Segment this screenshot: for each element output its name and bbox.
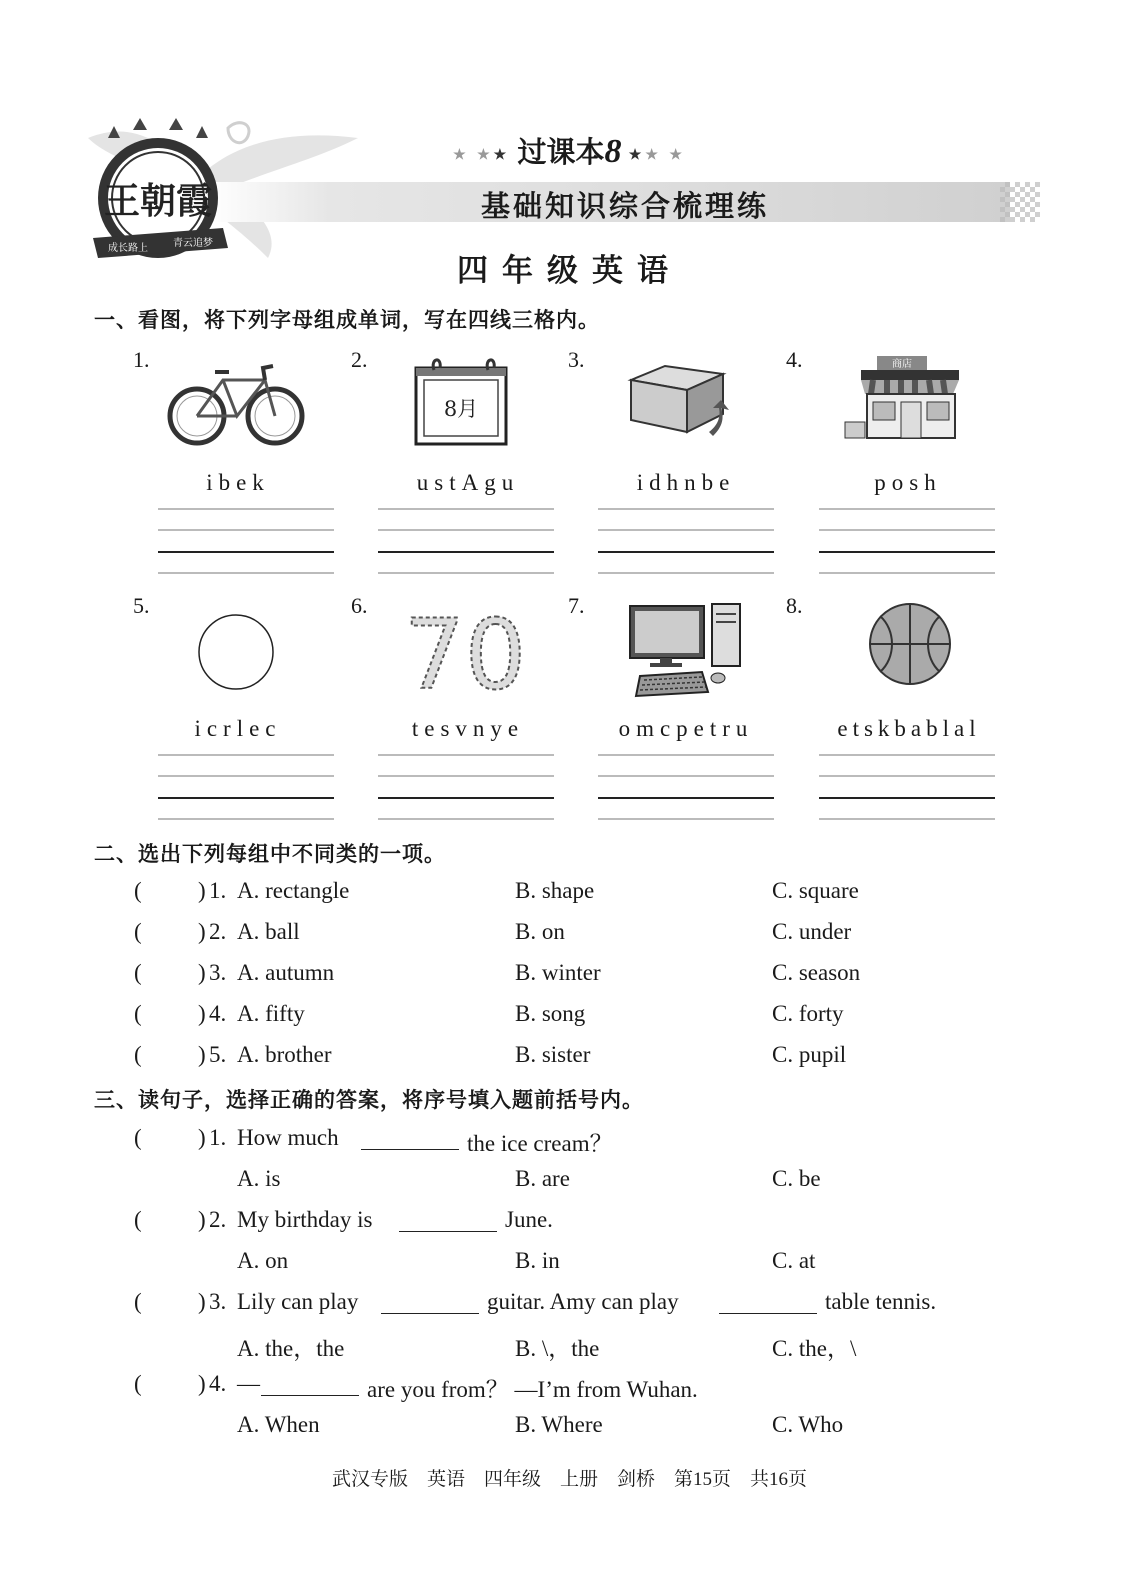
bicycle-icon bbox=[165, 358, 307, 446]
answer-paren-close: ) bbox=[198, 1289, 206, 1314]
option-a: A. autumn bbox=[237, 960, 335, 985]
item-number: 7. bbox=[568, 593, 585, 618]
circle-icon bbox=[196, 612, 276, 692]
option-b: B. winter bbox=[515, 960, 601, 985]
answer-paren-open[interactable]: ( bbox=[134, 960, 142, 985]
question-stem-part: Lily can play bbox=[237, 1289, 359, 1314]
answer-paren-close: ) bbox=[198, 1125, 206, 1150]
shop-icon bbox=[843, 352, 961, 444]
option-c: C. at bbox=[772, 1248, 816, 1273]
series-prefix: 过课本 bbox=[517, 137, 605, 169]
item-number: 4. bbox=[786, 347, 803, 372]
question-stem-part: My birthday is bbox=[237, 1207, 373, 1232]
writing-lines[interactable] bbox=[378, 508, 554, 574]
option-b: B. song bbox=[515, 1001, 586, 1026]
basketball-icon bbox=[866, 600, 954, 688]
question-stem-part: — bbox=[237, 1371, 260, 1396]
answer-paren-open[interactable]: ( bbox=[134, 1042, 142, 1067]
calendar-text: 8月 bbox=[443, 397, 479, 421]
answer-options bbox=[0, 1248, 1139, 1278]
option-c: C. Who bbox=[772, 1412, 844, 1437]
answer-blank bbox=[719, 1313, 817, 1314]
page-footer: 武汉专版 英语 四年级 上册 剑桥 第15页 共16页 bbox=[331, 1469, 807, 1490]
answer-blank bbox=[381, 1313, 479, 1314]
answer-paren-close: ) bbox=[198, 1371, 206, 1396]
writing-lines[interactable] bbox=[158, 508, 334, 574]
option-b: B. Where bbox=[515, 1412, 603, 1437]
brand-slogan-right: 青云追梦 bbox=[173, 238, 213, 249]
answer-paren-close: ) bbox=[198, 878, 206, 903]
option-b: B. on bbox=[515, 919, 565, 944]
star-icons-left: ★ ★ bbox=[453, 147, 494, 163]
question-stem-part: June. bbox=[505, 1207, 553, 1232]
question-stem-part: the ice cream？ bbox=[467, 1131, 613, 1156]
sentence-question bbox=[0, 1371, 1139, 1401]
choice-question bbox=[0, 1001, 1139, 1031]
scrambled-letters: ibek bbox=[206, 470, 270, 495]
option-b: B. \，the bbox=[515, 1336, 600, 1361]
question-number: 1. bbox=[209, 1125, 227, 1150]
writing-lines[interactable] bbox=[819, 508, 995, 574]
banner-title: 基础知识综合梳理练 bbox=[480, 189, 769, 223]
item-number: 3. bbox=[568, 347, 585, 372]
answer-paren-close: ) bbox=[198, 1207, 206, 1232]
section3-heading: 三、读句子，选择正确的答案，将序号填入题前括号内。 bbox=[94, 1088, 644, 1112]
option-c: C. under bbox=[772, 919, 852, 944]
answer-paren-open[interactable]: ( bbox=[134, 1125, 142, 1150]
choice-question bbox=[0, 878, 1139, 908]
option-b: B. shape bbox=[515, 878, 595, 903]
option-a: A. rectangle bbox=[237, 878, 350, 903]
sentence-question bbox=[0, 1207, 1139, 1237]
choice-question bbox=[0, 1042, 1139, 1072]
option-b: B. are bbox=[515, 1166, 570, 1191]
series-number: 8 bbox=[604, 133, 622, 170]
item-number: 2. bbox=[351, 347, 368, 372]
scrambled-letters: tesvnye bbox=[411, 716, 525, 741]
star-icons-right: ★ ★ bbox=[645, 147, 686, 163]
question-number: 3. bbox=[209, 960, 227, 985]
section2-heading: 二、选出下列每组中不同类的一项。 bbox=[94, 842, 446, 866]
answer-options bbox=[0, 1166, 1139, 1196]
question-number: 4. bbox=[209, 1371, 227, 1396]
option-a: A. on bbox=[237, 1248, 289, 1273]
answer-paren-open[interactable]: ( bbox=[134, 1207, 142, 1232]
option-a: A. When bbox=[237, 1412, 320, 1437]
brand-logo-text: 王朝霞 bbox=[103, 180, 213, 222]
seventy-text: 70 bbox=[403, 608, 527, 694]
answer-options bbox=[0, 1330, 1139, 1360]
box-icon bbox=[625, 362, 735, 440]
star-icon: ★ bbox=[628, 147, 646, 163]
option-b: B. in bbox=[515, 1248, 560, 1273]
question-number: 2. bbox=[209, 1207, 227, 1232]
computer-icon bbox=[626, 600, 744, 700]
question-number: 1. bbox=[209, 878, 227, 903]
writing-lines[interactable] bbox=[598, 754, 774, 820]
answer-paren-close: ) bbox=[198, 1001, 206, 1026]
number-seventy-icon bbox=[400, 608, 530, 694]
scrambled-letters: idhnbe bbox=[636, 470, 736, 495]
writing-lines[interactable] bbox=[158, 754, 334, 820]
scrambled-letters: ustAgu bbox=[416, 470, 520, 495]
question-number: 5. bbox=[209, 1042, 227, 1067]
item-number: 8. bbox=[786, 593, 803, 618]
option-c: C. square bbox=[772, 878, 859, 903]
answer-paren-open[interactable]: ( bbox=[134, 1001, 142, 1026]
option-c: C. forty bbox=[772, 1001, 844, 1026]
question-stem-part: guitar. Amy can play bbox=[487, 1289, 679, 1314]
item-number: 6. bbox=[351, 593, 368, 618]
writing-lines[interactable] bbox=[598, 508, 774, 574]
answer-blank bbox=[261, 1395, 359, 1396]
question-number: 3. bbox=[209, 1289, 227, 1314]
writing-lines[interactable] bbox=[819, 754, 995, 820]
question-stem-part: are you from？ —I’m from Wuhan. bbox=[367, 1377, 698, 1402]
option-b: B. sister bbox=[515, 1042, 591, 1067]
scrambled-letters: etskbablal bbox=[837, 716, 981, 741]
scrambled-letters: icrlec bbox=[194, 716, 282, 741]
scrambled-letters: posh bbox=[874, 470, 942, 495]
question-number: 2. bbox=[209, 919, 227, 944]
option-a: A. brother bbox=[237, 1042, 332, 1067]
answer-paren-open[interactable]: ( bbox=[134, 878, 142, 903]
option-c: C. season bbox=[772, 960, 861, 985]
section1-heading: 一、看图，将下列字母组成单词，写在四线三格内。 bbox=[94, 308, 600, 332]
answer-paren-open[interactable]: ( bbox=[134, 1289, 142, 1314]
option-a: A. ball bbox=[237, 919, 300, 944]
option-c: C. pupil bbox=[772, 1042, 847, 1067]
answer-blank bbox=[399, 1231, 497, 1232]
answer-paren-close: ) bbox=[198, 919, 206, 944]
option-c: C. the，\ bbox=[772, 1336, 857, 1361]
option-a: A. fifty bbox=[237, 1001, 305, 1026]
series-title bbox=[0, 130, 1139, 171]
answer-options bbox=[0, 1412, 1139, 1442]
choice-question bbox=[0, 960, 1139, 990]
calendar-icon bbox=[412, 354, 510, 446]
choice-question bbox=[0, 919, 1139, 949]
star-icon: ★ bbox=[493, 147, 511, 163]
question-stem-part: How much bbox=[237, 1125, 339, 1150]
subject-title: 四年级英语 bbox=[457, 253, 682, 289]
question-number: 4. bbox=[209, 1001, 227, 1026]
answer-paren-close: ) bbox=[198, 960, 206, 985]
item-number: 1. bbox=[133, 347, 150, 372]
sentence-question bbox=[0, 1289, 1139, 1319]
option-c: C. be bbox=[772, 1166, 821, 1191]
option-a: A. the，the bbox=[237, 1336, 345, 1361]
scrambled-letters: omcpetru bbox=[618, 716, 754, 741]
answer-paren-open[interactable]: ( bbox=[134, 919, 142, 944]
answer-paren-open[interactable]: ( bbox=[134, 1371, 142, 1396]
sentence-question bbox=[0, 1125, 1139, 1155]
item-number: 5. bbox=[133, 593, 150, 618]
brand-slogan-left: 成长路上 bbox=[108, 243, 148, 254]
answer-paren-close: ) bbox=[198, 1042, 206, 1067]
shop-sign-text: 商店 bbox=[892, 359, 912, 370]
answer-blank bbox=[361, 1149, 459, 1150]
option-a: A. is bbox=[237, 1166, 281, 1191]
writing-lines[interactable] bbox=[378, 754, 554, 820]
question-stem-part: table tennis. bbox=[825, 1289, 937, 1314]
